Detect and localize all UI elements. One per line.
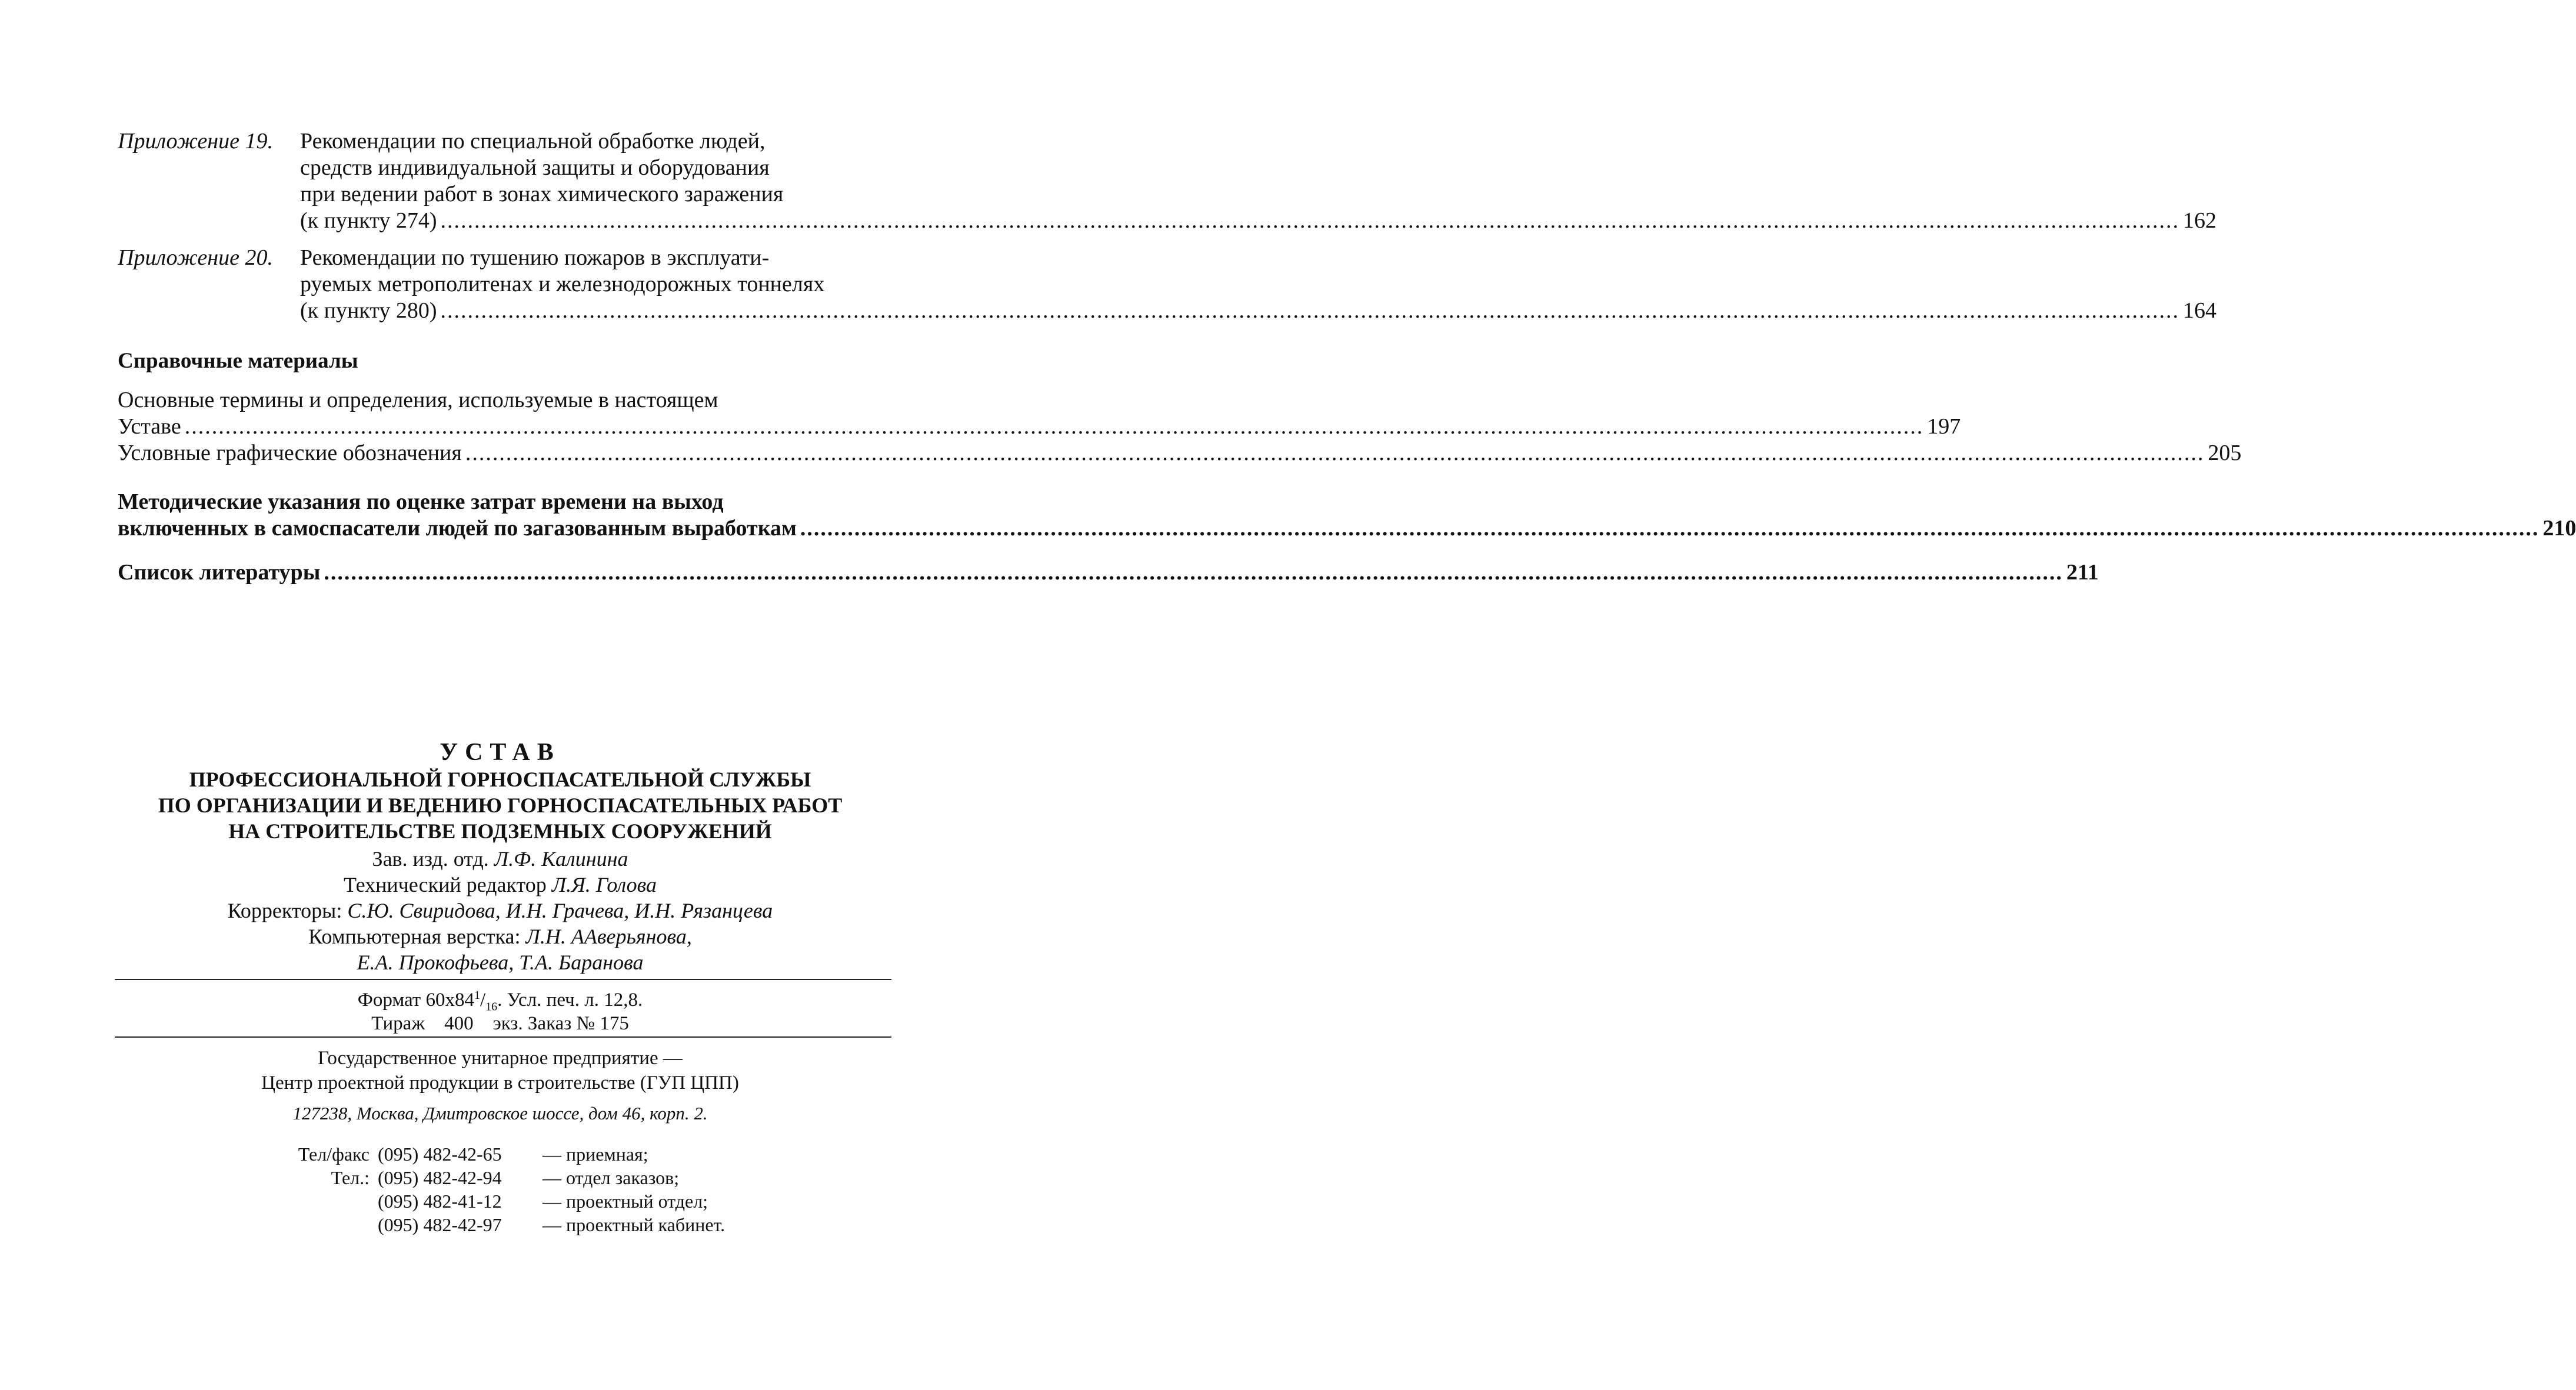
phone-number: (095) 482-41-12	[378, 1191, 502, 1212]
credit-name: С.Ю. Свиридова, И.Н. Грачева, И.Н. Рязанцева	[347, 899, 773, 922]
title-line: ПО ОРГАНИЗАЦИИ И ВЕДЕНИЮ ГОРНОСПАСАТЕЛЬНЫХ РАБОТ	[158, 794, 843, 817]
credit-label: Зав. изд. отд.	[372, 847, 489, 871]
credit-label: Корректоры:	[227, 899, 342, 922]
order-label: экз. Заказ №	[492, 1013, 595, 1034]
appendix-20-entry	[118, 245, 2217, 324]
credit-name: Л.Н. ААверьянова,	[525, 925, 692, 948]
phone-label: Тел.:	[331, 1167, 370, 1188]
title-line: НА СТРОИТЕЛЬСТВЕ ПОДЗЕМНЫХ СООРУЖЕНИЙ	[228, 819, 772, 843]
reference-label: Уставе	[118, 414, 181, 439]
phone-label	[275, 1213, 378, 1236]
appendix-19-entry	[118, 128, 2217, 234]
print-info	[118, 988, 883, 1035]
toc-leader-line	[118, 515, 2576, 542]
appendix-ref: (к пункту 274)	[300, 208, 437, 233]
appendix-line: Рекомендации по тушению пожаров в эксплуати-	[300, 245, 770, 270]
toc-leader-line	[118, 559, 2099, 586]
run-line	[118, 1012, 883, 1035]
publisher-address: 127238, Москва, Дмитровское шоссе, дом 46, корп. 2.	[292, 1103, 708, 1124]
appendix-label: Приложение 20.	[118, 245, 273, 270]
credits	[118, 846, 883, 975]
credit-label: Технический редактор	[344, 873, 547, 896]
page-number: 211	[2066, 560, 2099, 585]
page-number: 205	[2208, 441, 2242, 465]
page-number: 164	[2183, 298, 2217, 323]
publisher-line: Государственное унитарное предприятие —	[318, 1048, 683, 1069]
phone-row	[275, 1213, 725, 1236]
dot-leader	[185, 414, 1924, 440]
page-number: 197	[1927, 414, 1961, 439]
methodical-line: Методические указания по оценке затрат времени на выход	[118, 489, 724, 514]
reference-entry-symbols	[118, 440, 2242, 466]
title-line: ПРОФЕССИОНАЛЬНОЙ ГОРНОСПАСАТЕЛЬНОЙ СЛУЖБЫ	[189, 768, 811, 791]
appendix-ref: (к пункту 280)	[300, 298, 437, 323]
table-of-contents	[118, 128, 2576, 586]
run-label: Тираж	[371, 1013, 425, 1034]
credit-layout	[118, 924, 883, 949]
appendix-body	[300, 128, 2216, 234]
page-number: 210	[2542, 516, 2576, 541]
dot-leader	[324, 559, 2063, 586]
credit-layout-names: Е.А. Прокофьева, Т.А. Баранова	[357, 951, 644, 974]
credit-editor	[118, 846, 883, 872]
phone-number: (095) 482-42-65	[378, 1144, 502, 1165]
document-title	[88, 738, 912, 844]
phone-row	[275, 1142, 725, 1166]
methodical-entry	[118, 489, 2576, 542]
reference-label: Условные графические обозначения	[118, 441, 462, 465]
credit-name: Л.Ф. Калинина	[494, 847, 628, 871]
dot-leader	[465, 440, 2205, 466]
phone-label	[275, 1189, 378, 1213]
credit-correctors	[118, 898, 883, 924]
reference-line: Основные термины и определения, используемые в настоящем	[118, 388, 718, 412]
appendix-label: Приложение 19.	[118, 129, 273, 154]
title-main: УСТАВ	[440, 739, 561, 766]
divider-rule	[115, 1036, 891, 1038]
phone-number: (095) 482-42-94	[378, 1167, 502, 1188]
credit-label: Компьютерная верстка:	[308, 925, 521, 948]
methodical-label: включенных в самоспасатели людей по загазованным выработкам	[118, 516, 797, 541]
format-value: 60x84	[425, 989, 474, 1011]
literature-entry	[118, 559, 2099, 586]
order-value: 175	[600, 1013, 629, 1034]
phone-desc: — отдел заказов;	[543, 1167, 680, 1188]
phone-row	[275, 1189, 725, 1213]
dot-leader	[441, 208, 2180, 234]
publisher-line: Центр проектной продукции в строительстве (ГУП ЦПП)	[261, 1072, 739, 1094]
phone-number: (095) 482-42-97	[378, 1214, 502, 1235]
reference-heading: Справочные материалы	[118, 349, 358, 373]
format-suffix: . Усл. печ. л. 12,8.	[497, 989, 643, 1011]
phone-label: Тел/факс	[298, 1144, 370, 1165]
format-label: Формат	[357, 989, 421, 1011]
toc-leader-line	[300, 208, 2216, 234]
appendix-line: при ведении работ в зонах химического заражения	[300, 182, 784, 206]
phone-list	[275, 1142, 725, 1236]
appendix-line: средств индивидуальной защиты и оборудования	[300, 155, 770, 180]
phone-desc: — приемная;	[543, 1144, 648, 1165]
toc-leader-line	[300, 298, 2216, 324]
phone-desc: — проектный кабинет.	[543, 1214, 725, 1235]
publisher	[118, 1046, 883, 1095]
page-number: 162	[2183, 208, 2217, 233]
format-line: Формат $60x84^1/_{16}$. Усл. печ. л. 12,8.	[357, 989, 643, 1014]
toc-leader-line	[118, 440, 2242, 466]
appendix-line: руемых метрополитенах и железнодорожных тоннелях	[300, 272, 825, 296]
format-sub: 16	[485, 1000, 498, 1014]
dot-leader	[441, 298, 2180, 324]
divider-rule	[115, 979, 891, 980]
format-sup: 1	[474, 989, 480, 1002]
reference-entry-terms	[118, 387, 1961, 440]
dot-leader	[800, 515, 2540, 542]
literature-label: Список литературы	[118, 560, 321, 585]
phone-row	[275, 1166, 725, 1189]
appendix-body	[300, 245, 2216, 324]
credit-name: Л.Я. Голова	[551, 873, 657, 896]
phone-desc: — проектный отдел;	[543, 1191, 708, 1212]
toc-leader-line	[118, 414, 1961, 440]
run-value: 400	[444, 1013, 474, 1034]
credit-tech-editor	[118, 872, 883, 898]
appendix-line: Рекомендации по специальной обработке людей,	[300, 129, 766, 154]
